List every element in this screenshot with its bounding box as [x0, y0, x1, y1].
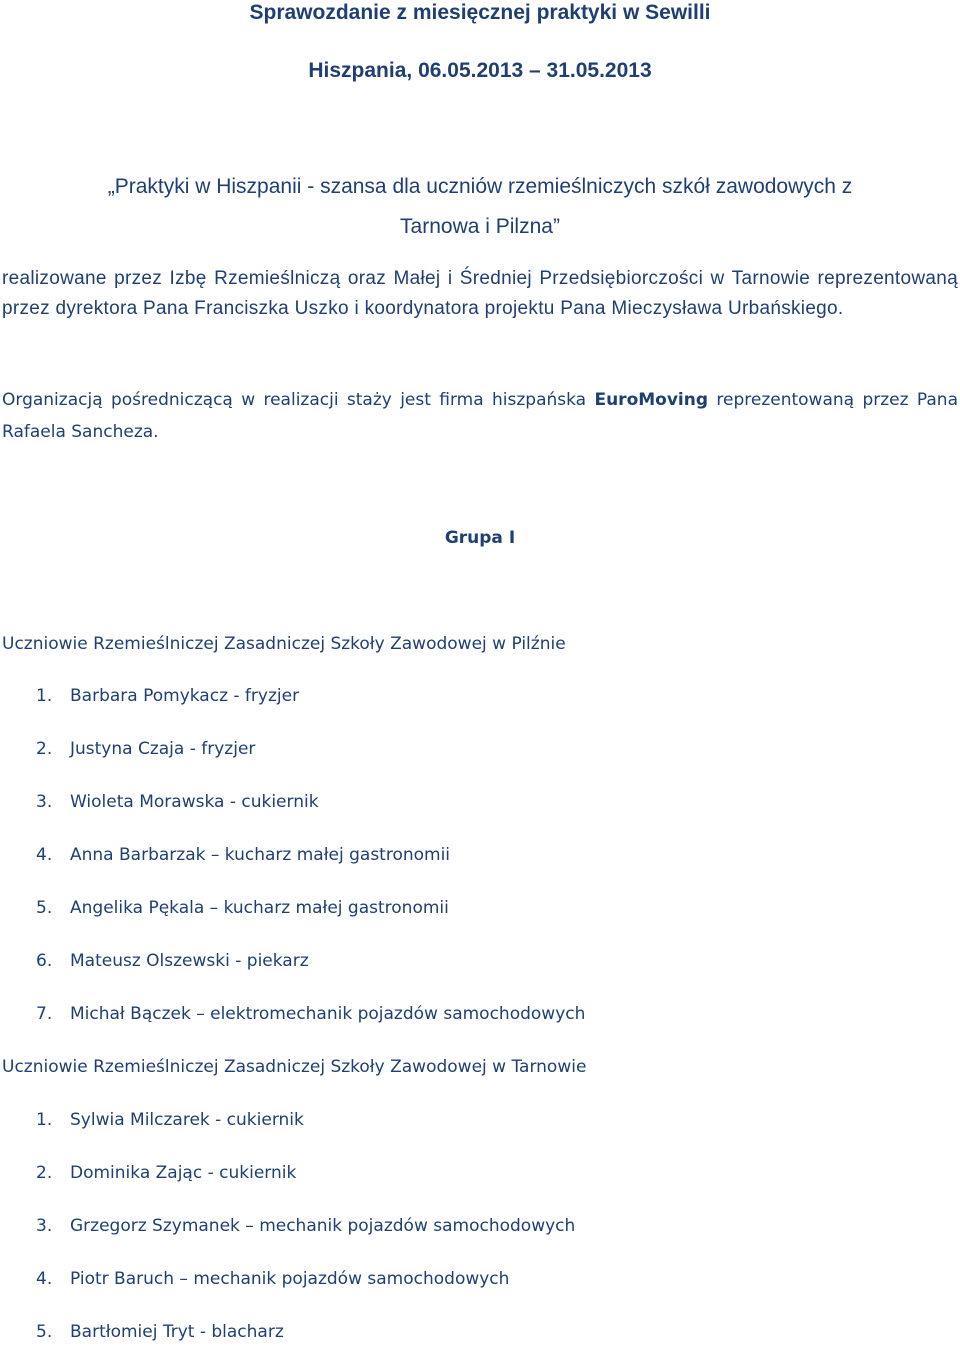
list-item: [36, 1322, 284, 1342]
list-item-text: Sylwia Milczarek - cukiernik: [70, 1110, 304, 1130]
list-item-number: 1.: [36, 686, 53, 706]
organization-text-after: reprezentowaną przez Pana Rafaela Sancheza.: [2, 390, 958, 442]
list-item-text: Anna Barbarzak – kucharz małej gastronomii: [70, 845, 451, 865]
project-title-line-2: Tarnowa i Pilzna”: [400, 215, 560, 238]
list-item: [36, 1216, 575, 1236]
list-item: [36, 1163, 296, 1183]
list-item: [36, 739, 255, 759]
list-item: [36, 792, 319, 812]
list-item-number: 6.: [36, 951, 53, 971]
list-item-number: 5.: [36, 898, 53, 918]
group-heading: Grupa I: [444, 528, 516, 548]
company-name: EuroMoving: [594, 390, 709, 410]
list-item: [36, 1110, 304, 1130]
intro-paragraph: realizowane przez Izbę Rzemieślniczą oraz Małej i Średniej Przedsiębiorczości w Tarnowie reprezentowaną przez dyrektora Pana Franciszka Uszko i koordynatora projektu Pana Mieczysława Urbańskiego.: [2, 268, 958, 319]
list-item-text: Wioleta Morawska - cukiernik: [70, 792, 319, 812]
list-item-number: 7.: [36, 1004, 53, 1024]
list-item-text: Grzegorz Szymanek – mechanik pojazdów samochodowych: [70, 1216, 576, 1236]
list-item-text: Mateusz Olszewski - piekarz: [70, 951, 309, 971]
list-item: [36, 1004, 585, 1024]
organization-text-before: Organizacją pośredniczącą w realizacji staży jest firma hiszpańska: [2, 390, 595, 410]
list-item-number: 4.: [36, 1269, 53, 1289]
list-item-number: 5.: [36, 1322, 53, 1342]
tarnow-school-heading: Uczniowie Rzemieślniczej Zasadniczej Szkoły Zawodowej w Tarnowie: [2, 1057, 587, 1077]
list-item-number: 1.: [36, 1110, 53, 1130]
list-item-text: Dominika Zając - cukiernik: [70, 1163, 297, 1183]
list-item-number: 3.: [36, 1216, 53, 1236]
list-item: [36, 686, 299, 706]
report-title: Sprawozdanie z miesięcznej praktyki w Sewilli: [249, 1, 711, 24]
pilzno-school-heading: Uczniowie Rzemieślniczej Zasadniczej Szkoły Zawodowej w Pilźnie: [2, 634, 566, 654]
list-item-text: Piotr Baruch – mechanik pojazdów samochodowych: [70, 1269, 510, 1289]
organization-paragraph: [2, 384, 958, 448]
list-item-number: 2.: [36, 739, 53, 759]
list-item-number: 3.: [36, 792, 53, 812]
list-item-text: Michał Bączek – elektromechanik pojazdów samochodowych: [70, 1004, 586, 1024]
list-item: [36, 951, 309, 971]
list-item: [36, 898, 449, 918]
list-item-number: 4.: [36, 845, 53, 865]
list-item-text: Bartłomiej Tryt - blacharz: [70, 1322, 284, 1342]
list-item-number: 2.: [36, 1163, 53, 1183]
list-item: [36, 1269, 509, 1289]
project-title-line-1: „Praktyki w Hiszpanii - szansa dla uczniów rzemieślniczych szkół zawodowych z: [107, 175, 853, 198]
list-item-text: Justyna Czaja - fryzjer: [70, 739, 256, 759]
list-item-text: Barbara Pomykacz - fryzjer: [70, 686, 300, 706]
report-dates: Hiszpania, 06.05.2013 – 31.05.2013: [308, 59, 652, 82]
list-item-text: Angelika Pękala – kucharz małej gastronomii: [70, 898, 449, 918]
list-item: [36, 845, 450, 865]
